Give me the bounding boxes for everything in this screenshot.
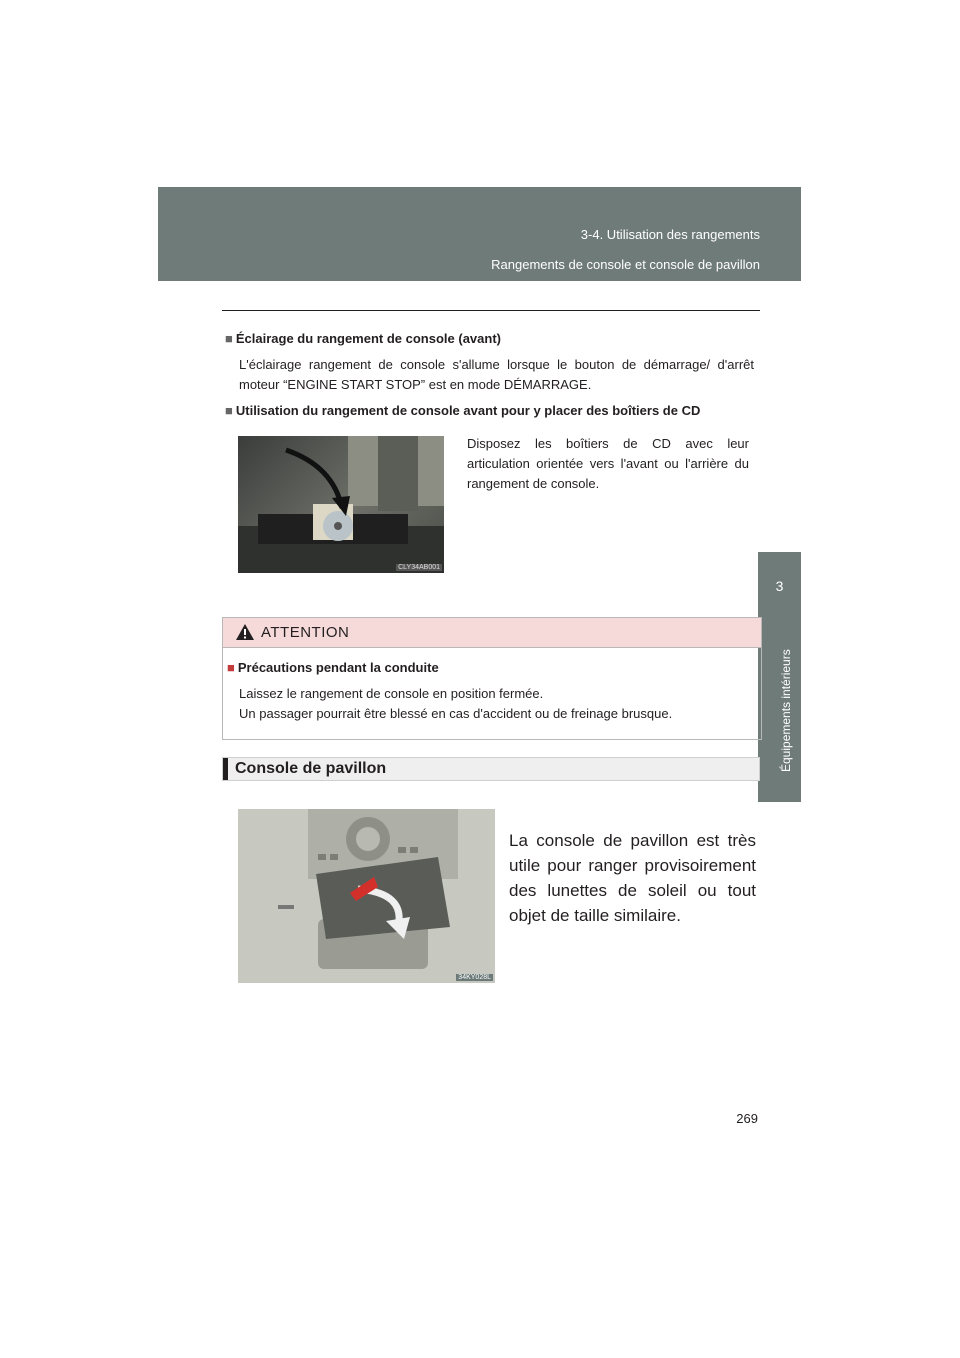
chapter-number: 3 <box>775 578 784 594</box>
attention-line-1: Laissez le rangement de console en position fermée. <box>239 686 544 701</box>
cd-text: Disposez les boîtiers de CD avec leur articulation orientée vers l'avant ou l'arrière du rangement de console. <box>467 436 749 491</box>
lighting-text: L'éclairage rangement de console s'allume lorsque le bouton de démarrage/ d'arrêt moteur “ENGINE START STOP” est en mode DÉMARRAGE. <box>239 357 754 392</box>
cd-heading: ■ Utilisation du rangement de console avant pour y placer des boîtiers de CD <box>225 403 701 418</box>
warning-icon <box>235 623 255 641</box>
cd-console-photo <box>238 436 444 573</box>
subsection-title: Rangements de console et console de pavillon <box>491 257 760 272</box>
square-bullet-icon: ■ <box>225 331 233 346</box>
attention-box <box>222 617 762 740</box>
section-title: 3-4. Utilisation des rangements <box>580 227 760 242</box>
section-heading-bar <box>222 757 760 781</box>
attention-title: ATTENTION <box>261 624 350 641</box>
overhead-text: La console de pavillon est très utile pour ranger provisoirement des lunettes de soleil ou tout objet de taille similaire. <box>509 831 756 925</box>
section-heading: Console de pavillon <box>235 760 387 777</box>
attention-bar <box>223 618 761 648</box>
chapter-label: Équipements intérieurs <box>779 649 793 772</box>
image-code: CLY34AB001 <box>398 564 440 571</box>
page-header <box>158 187 801 281</box>
lighting-heading: ■ Éclairage du rangement de console (avant) <box>225 331 501 346</box>
attention-heading: ■ Précautions pendant la conduite <box>227 660 439 675</box>
page-number: 269 <box>736 1111 758 1126</box>
cd-console-illustration <box>238 436 444 573</box>
square-bullet-icon: ■ <box>227 660 235 675</box>
divider <box>222 310 760 311</box>
section-marker <box>223 758 228 780</box>
overhead-console-photo <box>238 809 495 983</box>
image-code: 34KY028L <box>458 974 491 981</box>
chapter-tab <box>758 552 801 802</box>
overhead-console-illustration <box>238 809 495 983</box>
square-bullet-icon: ■ <box>225 403 233 418</box>
attention-line-2: Un passager pourrait être blessé en cas d'accident ou de freinage brusque. <box>239 706 673 721</box>
